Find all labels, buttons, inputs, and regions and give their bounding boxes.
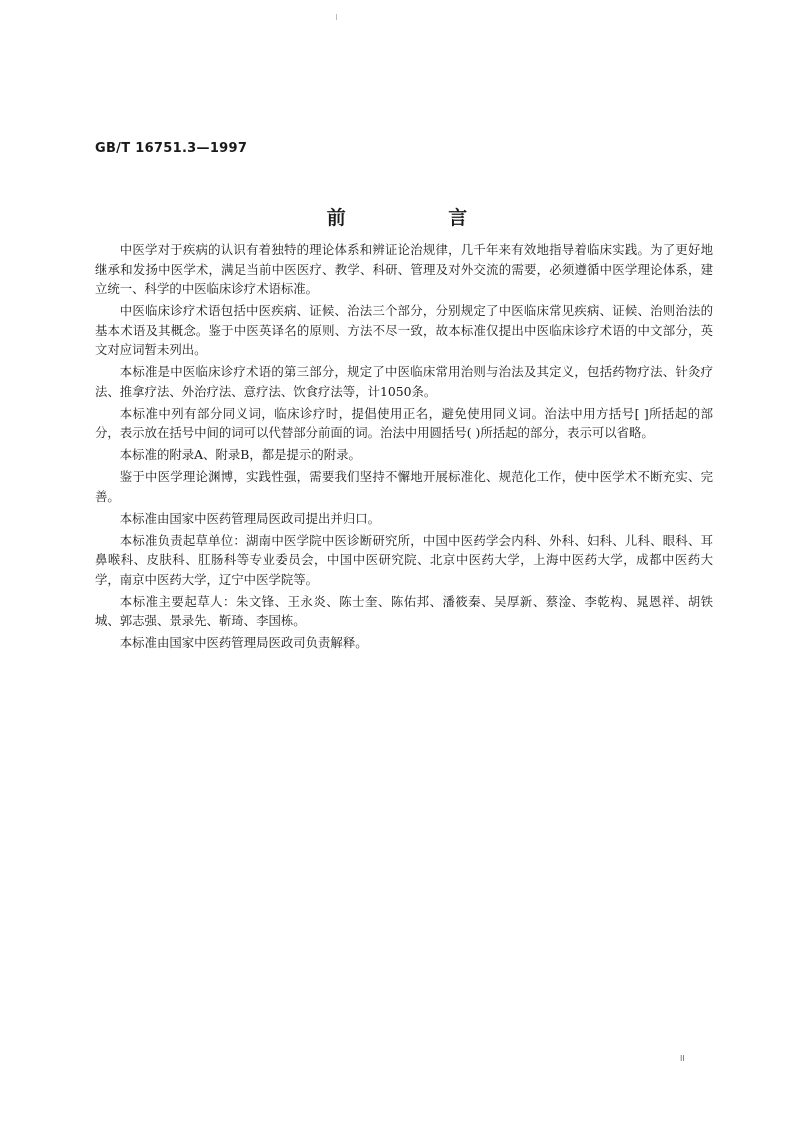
paragraph-interpretation: 本标准由国家中医药管理局医政司负责解释。 bbox=[119, 635, 368, 650]
paragraph-synonyms: 本标准中列有部分同义词，临床诊疗时，提倡使用正名，避免使用同义词。治法中用方括号[ ]所括起的部分，表示放在括号中间的词可以代替部分前面的词。治法中用圆括号( )所括起的部分，表示可以省略。 bbox=[95, 405, 713, 440]
foreword-body bbox=[95, 240, 713, 655]
paragraph-drafting-units: 本标准负责起草单位：湖南中医学院中医诊断研究所，中国中医药学会内科、外科、妇科、儿科、眼科、耳鼻喉科、皮肤科、肛肠科等专业委员会，中国中医研究院、北京中医药大学，上海中医药大学，成都中医药大学，南京中医药大学，辽宁中医学院等。 bbox=[95, 532, 713, 587]
page-title: 前 言 bbox=[326, 207, 516, 229]
scan-mark bbox=[336, 14, 337, 20]
paragraph-part-three: 本标准是中医临床诊疗术语的第三部分，规定了中医临床常用治则与治法及其定义，包括药物疗法、针灸疗法、推拿疗法、外治疗法、意疗法、饮食疗法等，计1050条。 bbox=[95, 364, 713, 399]
paragraph-intro: 中医学对于疾病的认识有着独特的理论体系和辨证论治规律，几千年来有效地指导着临床实践。为了更好地继承和发扬中医学术，满足当前中医医疗、教学、科研、管理及对外交流的需要，必须遵循中医学理论体系，建立统一、科学的中医临床诊疗术语标准。 bbox=[95, 242, 713, 296]
standard-code: GB/T 16751.3—1997 bbox=[95, 141, 248, 156]
page-number: II bbox=[680, 1054, 685, 1063]
paragraph-scope: 中医临床诊疗术语包括中医疾病、证候、治法三个部分，分别规定了中医临床常见疾病、证候、治则治法的基本术语及其概念。鉴于中医英译名的原则、方法不尽一致，故本标准仅提出中医临床诊疗术语的中文部分，英文对应词暂未列出。 bbox=[95, 303, 713, 357]
paragraph-proposer: 本标准由国家中医药管理局医政司提出并归口。 bbox=[119, 510, 380, 526]
paragraph-standardization: 鉴于中医学理论渊博，实践性强，需要我们坚持不懈地开展标准化、规范化工作，使中医学术不断充实、完善。 bbox=[95, 469, 713, 504]
paragraph-drafters: 本标准主要起草人：朱文锋、王永炎、陈士奎、陈佑邦、潘筱秦、吴厚新、蔡淦、李乾构、晁恩祥、胡铁城、郭志强、景录先、靳琦、李国栋。 bbox=[95, 593, 713, 628]
paragraph-appendix: 本标准的附录A、附录B，都是提示的附录。 bbox=[119, 447, 361, 462]
